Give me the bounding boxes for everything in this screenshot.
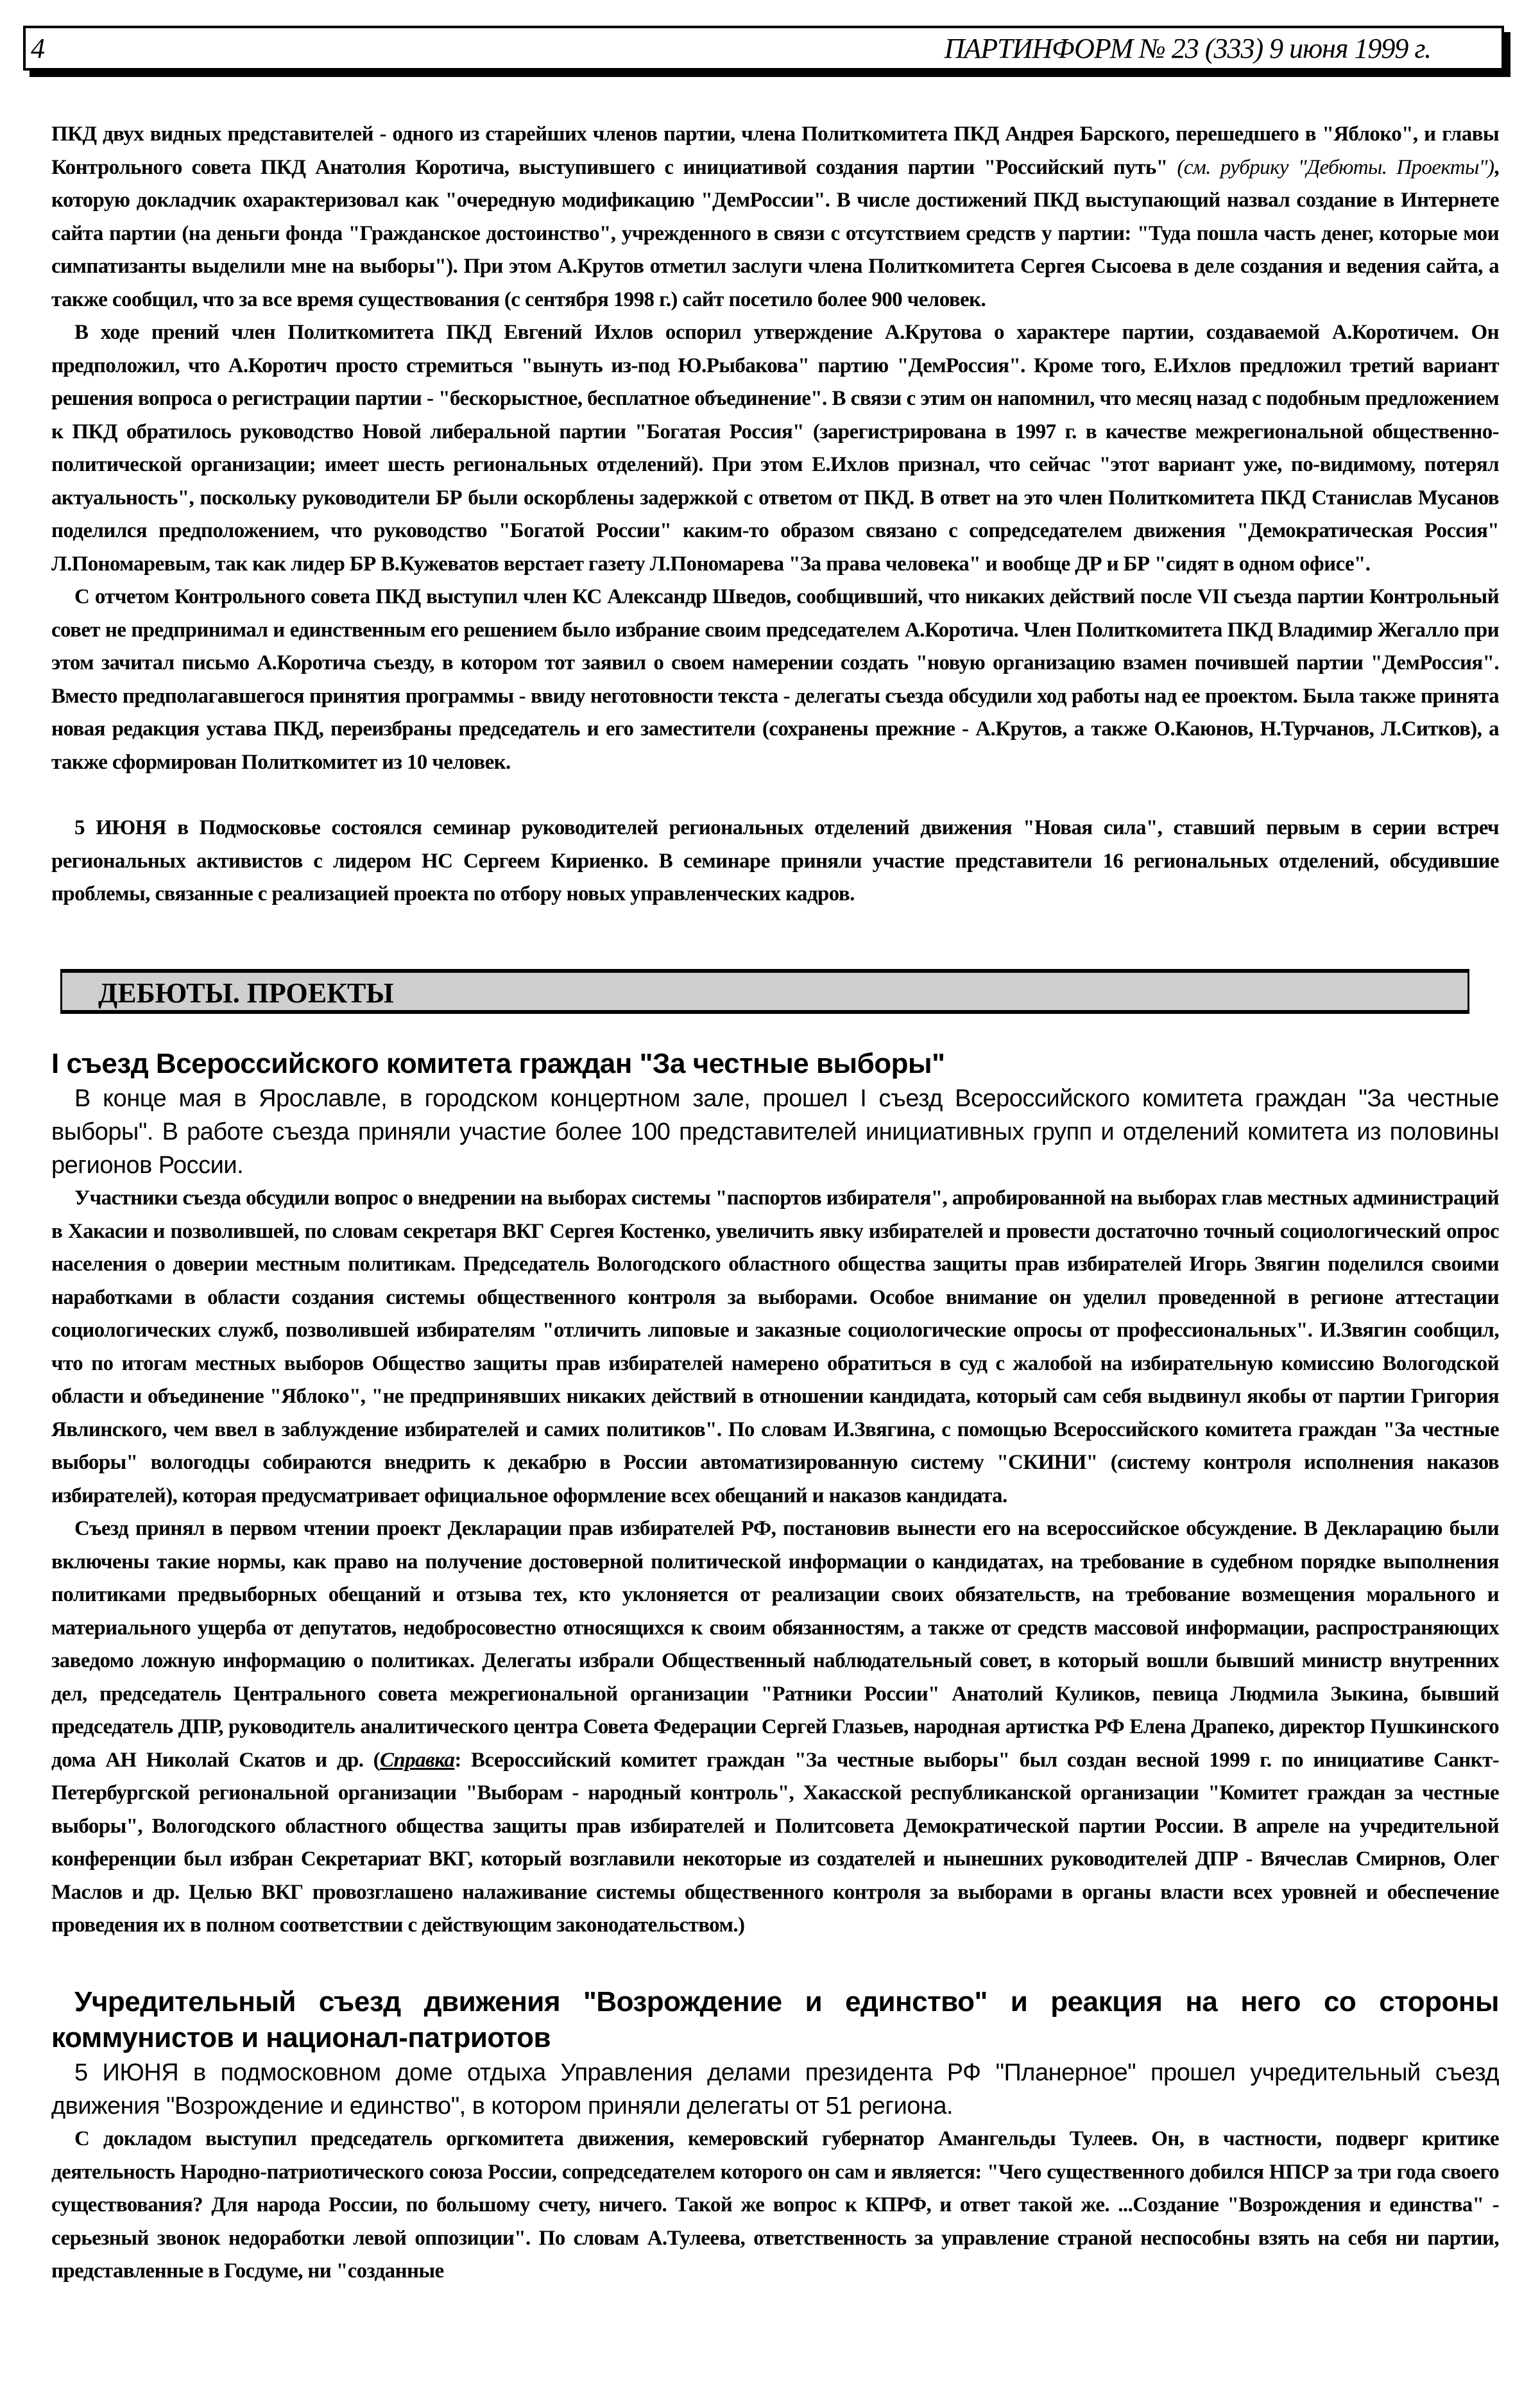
paragraph: Участники съезда обсудили вопрос о внедрении на выборах системы "паспортов избирателя", апробированной на выборах глав местных администраций в Хакасии и позволившей, по словам секретаря ВКГ Сергея Костенко, увеличить явку избирателей и провести достаточно точный социологический опрос населения о доверии местным политикам. Председатель Вологодского областного общества защиты прав избирателей Игорь Звягин поделился своими наработками в области создания системы общественного контроля за выборами. Особое внимание он уделил проведенной в регионе аттестации социологических служб, позволившей избирателям "отличить липовые и заказные социологические опросы от профессиональных". И.Звягин сообщил, что по итогам местных выборов Общество защиты прав избирателей намерено обратиться в суд с жалобой на избирательную комиссию Вологодской области и объединение "Яблоко", "не предпринявших никаких действий в отношении кандидата, который сам себя выдвинул якобы от партии Григория Явлинского, чем ввел в заблуждение избирателей и самих политиков". По словам И.Звягина, с помощью Всероссийского комитета граждан "За честные выборы" вологодцы собираются внедрить к декабрю в России автоматизированную систему "СКИНИ" (систему контроля исполнения наказов избирателей), которая предусматривает официальное оформление всех обещаний и наказов кандидата.	[51, 1187, 1499, 1507]
paragraph	[51, 118, 1499, 316]
section-party-news	[51, 118, 1499, 911]
article-heading: I съезд Всероссийского комитета граждан "За честные выборы"	[51, 1048, 945, 1079]
paragraph: С отчетом Контрольного совета ПКД выступил член КС Александр Шведов, сообщивший, что никаких действий после VII съезда партии Контрольный совет не предпринимал и единственным его решением было избрание своим председателем А.Коротича. Член Политкомитета ПКД Владимир Жегалло при этом зачитал письмо А.Коротича съезду, в котором тот заявил о своем намерении создать "новую организацию взамен почившей партии "ДемРоссия". Вместо предполагавшегося принятия программы - ввиду неготовности текста - делегаты съезда обсудили ход работы над ее проектом. Была также принята новая редакция устава ПКД, переизбраны председатель и его заместители (сохранены прежние - А.Крутов, а также О.Каюнов, Н.Турчанов, Л.Ситков), а также сформирован Политкомитет из 10 человек.	[51, 585, 1499, 774]
article-lead: В конце мая в Ярославле, в городском концертном зале, прошел I съезд Всероссийского комитета граждан "За честные выборы". В работе съезда приняли участие более 100 представителей инициативных групп и отделений комитета из половины регионов России.	[51, 1085, 1499, 1179]
text: Съезд принял в первом чтении проект Декларации прав избирателей РФ, постановив вынести его на всероссийское обсуждение. В Декларацию были включены такие нормы, как право на получение достоверной политической информации о кандидатах, на требование в судебном порядке выполнения политиками предвыборных обещаний и отзыва тех, кто уклоняется от реализации своих обязательств, на требование возмещения морального и материального ущерба от депутатов, недобросовестно относящихся к своим обязанностям, а также от средств массовой информации, распространяющих заведомо ложную информацию о политиках. Делегаты избрали Общественный наблюдательный совет, в который вошли бывший министр внутренних дел, председатель Центрального совета межрегиональной организации "Ратники России" Анатолий Куликов, певица Людмила Зыкина, бывший председатель ДПР, руководитель аналитического центра Совета Федерации Сергей Глазьев, народная артистка РФ Елена Драпеко, директор Пушкинского дома АН Николай Скатов и др. (	[51, 1517, 1499, 1772]
article-heading: Учредительный съезд движения "Возрождение и единство" и реакция на него со стороны коммунистов и национал-патриотов	[51, 1986, 1499, 2053]
article-fair-elections	[51, 1046, 1499, 1942]
paragraph: С докладом выступил председатель оргкомитета движения, кемеровский губернатор Амангельды Тулеев. Он, в частности, подверг критике деятельность Народно-патриотического союза России, сопредседателем которого он сам и является: "Чего существенного добился НПСР за три года своего существования? Для народа России, по большому счету, ничего. Такой же вопрос к КПРФ, и ответ такой же. ...Создание "Возрождения и единства" - серьезный звонок недоработки левой оппозиции". По словам А.Тулеева, ответственность за управление страной неспособны взять на себя ни партии, представленные в Госдуме, ни "созданные	[51, 2127, 1499, 2283]
reference-label: Справка	[380, 1748, 455, 1772]
rubric-banner	[60, 969, 1469, 1014]
article-lead: 5 ИЮНЯ в подмосковном доме отдыха Управления делами президента РФ "Планерное" прошел учредительный съезд движения "Возрождение и единство", в котором приняли делегаты от 51 региона.	[51, 2059, 1499, 2120]
rubric-title: ДЕБЮТЫ. ПРОЕКТЫ	[98, 977, 394, 1009]
text: , которую докладчик охарактеризовал как "очередную модификацию "ДемРоссии". В числе достижений ПКД выступающий назвал создание в Интернете сайта партии (на деньги фонда "Гражданское достоинство", учрежденного в связи с отсутствием средств у партии: "Туда пошла часть денег, которые мои симпатизанты выделили мне на выборы"). При этом А.Крутов отметил заслуги члена Политкомитета Сергея Сысоева в деле создания и ведения сайта, а также сообщил, что за все время существования (с сентября 1998 г.) сайт посетило более 900 человек.	[51, 155, 1500, 311]
paragraph: В ходе прений член Политкомитета ПКД Евгений Ихлов оспорил утверждение А.Крутова о характере партии, создаваемой А.Коротичем. Он предположил, что А.Коротич просто стремиться "вынуть из-под Ю.Рыбакова" партию "ДемРоссия". Кроме того, Е.Ихлов предложил третий вариант решения вопроса о регистрации партии - "бескорыстное, бесплатное объединение". В связи с этим он напомнил, что месяц назад с подобным предложением к ПКД обратилось руководство Новой либеральной партии "Богатая Россия" (зарегистрирована в 1997 г. в качестве межрегиональной общественно-политической организации; имеет шесть региональных отделений). При этом Е.Ихлов признал, что сейчас "этот вариант уже, по-видимому, потерял актуальность", поскольку руководители БР были оскорблены задержкой с ответом от ПКД. В ответ на это член Политкомитета ПКД Станислав Мусанов поделился предположением, что руководство "Богатой России" каким-то образом связано с сопредседателем движения "Демократическая Россия" Л.Пономаревым, так как лидер БР В.Кужеватов верстает газету Л.Пономарева "За права человека" и вообще ДР и БР "сидят в одном офисе".	[51, 321, 1499, 576]
page-number: 4	[31, 33, 45, 64]
paragraph: 5 ИЮНЯ в Подмосковье состоялся семинар руководителей региональных отделений движения "Новая сила", ставший первым в серии встреч региональных активистов с лидером НС Сергеем Кириенко. В семинаре приняли участие представители 16 региональных отделений, обсудившие проблемы, связанные с реализацией проекта по отбору новых управленческих кадров.	[51, 816, 1499, 905]
page-header	[23, 26, 1504, 71]
text: : Всероссийский комитет граждан "За честные выборы" был создан весной 1999 г. по инициативе Санкт-Петербургской региональной организации "Выборам - народный контроль", Хакасской республиканской организации "Комитет граждан за честные выборы", Вологодского областного общества защиты прав избирателей и Политсовета Демократической партии России. В апреле на учредительной конференции был избран Секретариат ВКГ, который возглавили некоторые из создателей и нынешних руководителей ДПР - Вячеслав Смирнов, Олег Маслов и др. Целью ВКГ провозглашено налаживание системы общественного контроля за выборами в органы власти всех уровней и обеспечение проведения их в полном соответствии с действующим законодательством.)	[51, 1748, 1499, 1937]
article-revival-unity	[51, 1984, 1499, 2288]
rubric-reference: (см. рубрику "Дебюты. Проекты")	[1177, 155, 1494, 179]
publication-title: ПАРТИНФОРМ № 23 (333) 9 июня 1999 г.	[944, 33, 1431, 64]
paragraph	[51, 1512, 1499, 1942]
text: ПКД двух видных представителей - одного из старейших членов партии, члена Политкомитета ПКД Андрея Барского, перешедшего в "Яблоко", и главы Контрольного совета ПКД Анатолия Коротича, выступившего с инициативой создания партии "Российский путь"	[51, 123, 1499, 179]
